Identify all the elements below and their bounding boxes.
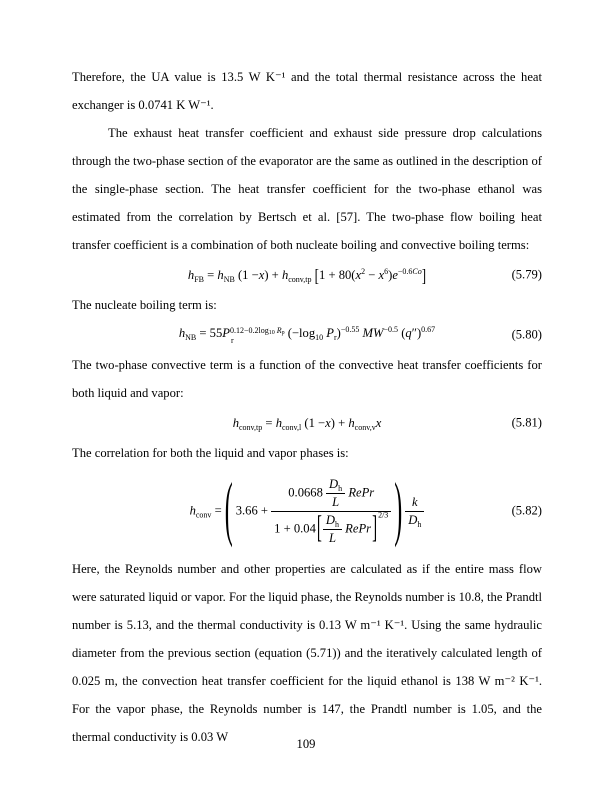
eq580-log-open: (−log (287, 326, 316, 340)
eq580-log-base: 10 (268, 330, 275, 336)
paragraph-exhaust-coefficient: The exhaust heat transfer coefficient and exhaust side pressure drop calculations through the two-phase section of the evaporator are the same as outlined in the description of the single-phase section. The heat transfer coefficient for the two-phase ethanol was estimated from the correlation by Bertsch et al. [57]. The two-phase flow boiling heat transfer coefficient is a combination of both nucleate boiling and convective boiling terms: (72, 126, 542, 252)
eq579-equals: = (207, 267, 215, 282)
eq580-rp-sub: p (281, 330, 285, 336)
eq580-p-exponent (230, 327, 285, 336)
eq579-hnb-sub: NB (223, 274, 235, 284)
eq579-inner-paren-close: ) (388, 267, 393, 282)
eq580-exp-055: −0.55 (340, 325, 360, 334)
eq581-x: x (325, 415, 331, 430)
eq580-log-base-2: 10 (315, 333, 324, 342)
eq580-q: q (405, 326, 412, 340)
equation-5-81-body (233, 415, 382, 431)
eq582-dh2 (323, 512, 342, 529)
eq580-exp-067: 0.67 (421, 325, 436, 334)
eq582-k (405, 494, 424, 511)
eq582-l1-base: L (332, 494, 340, 509)
paragraph-convective-intro: The two-phase convective term is a function of the convective heat transfer coefficients for both liquid and vapor: (72, 358, 542, 400)
paragraph-reynolds-results: Here, the Reynolds number and other properties are calculated as if the entire mass flow were saturated liquid or vapor. For the liquid phase, the Reynolds number is 10.8, the Prandtl number is 5.13, and the thermal conductivity is 0.13 W m⁻¹ K⁻¹. Using the same hydraulic diameter from the previous section (equation (5.71)) and the iteratively calculated length of 0.025 m, the convection heat transfer coefficient for the liquid ethanol is 138 W m⁻² K⁻¹. For the vapor phase, the Reynolds number is 147, the Prandtl number is 1.05, and the thermal conductivity is 0.03 W (72, 562, 542, 744)
eq582-l1 (326, 493, 345, 511)
eq582-dh1 (326, 476, 345, 493)
equation-5-80-body (179, 325, 435, 345)
eq579-exp-2: 2 (361, 266, 366, 276)
page-number: 109 (296, 737, 316, 751)
eq582-dh1-sub: h (338, 483, 343, 493)
eq580-exp-05: −0.5 (383, 325, 399, 334)
eq580-coefficient: 55 (209, 326, 223, 340)
eq581-h: h (232, 415, 239, 430)
eq582-bracket-close: ] (372, 511, 378, 545)
equation-5-81 (72, 407, 542, 439)
eq581-hconvl-sub: conv,l (281, 422, 302, 432)
eq582-dh3 (405, 511, 424, 529)
equation-5-79-body (187, 265, 427, 287)
eq579-paren-open: (1 − (237, 267, 259, 282)
eq582-repr1: RePr (348, 484, 375, 499)
eq582-k-dh-fraction (405, 494, 424, 529)
eq582-num-coef: 0.0668 (288, 484, 323, 499)
eq579-e-exp-coef: −0.6 (397, 266, 413, 276)
eq582-paren-close: ) (394, 472, 403, 550)
eq580-h: h (178, 326, 186, 340)
eq579-e-exp-co: Co (412, 266, 422, 276)
eq582-dh-l-fraction-1 (326, 476, 345, 511)
eq579-hnb: h (217, 267, 224, 282)
paragraph-nucleate-intro: The nucleate boiling term is: (72, 298, 217, 312)
eq581-hconvl: h (275, 415, 282, 430)
eq579-exp-6: 6 (384, 266, 389, 276)
eq580-q-close: ) (416, 326, 422, 340)
eq579-e-exponent (398, 267, 422, 276)
eq582-k-base: k (412, 494, 418, 509)
eq580-exp-pre: 0.12−0.2log (229, 326, 269, 335)
paragraph-correlation-intro: The correlation for both the liquid and vapor phases is: (72, 446, 349, 460)
eq582-l2 (323, 529, 342, 547)
eq580-q-open: ( (401, 326, 406, 340)
equation-5-80-number: (5.80) (511, 327, 542, 342)
eq581-hconvv-sub: conv,v (354, 422, 376, 432)
eq579-bracket-close: ] (421, 265, 427, 287)
eq582-const: 3.66 + (235, 502, 268, 517)
eq582-l2-base: L (328, 530, 336, 545)
eq579-x-squared: x (355, 267, 362, 282)
eq582-bracket-open: [ (316, 511, 322, 545)
eq580-h-sub: NB (185, 333, 197, 342)
equation-5-79-number: (5.79) (511, 267, 542, 282)
eq581-paren-open: (1 − (304, 415, 326, 430)
eq579-paren-close-plus: ) + (264, 267, 279, 282)
eq580-q-prime: ″ (411, 326, 417, 340)
eq582-dh-l-fraction-2 (323, 512, 342, 547)
paragraph-ua-value: Therefore, the UA value is 13.5 W K⁻¹ and the total thermal resistance across the heat exchanger is 0.0741 K W⁻¹. (72, 70, 542, 112)
eq581-paren-close-plus: ) + (330, 415, 346, 430)
eq582-h: h (189, 502, 196, 517)
eq579-x-sixth: x (378, 267, 385, 282)
equation-5-79 (72, 259, 542, 291)
eq579-inner-paren-open: ( (351, 267, 356, 282)
eq579-hconv: h (281, 267, 289, 282)
page-content (72, 63, 542, 751)
eq580-p-sub: r (230, 336, 234, 345)
eq580-log-close: ) (336, 326, 341, 340)
eq580-equals: = (199, 326, 207, 340)
eq582-numerator (271, 476, 391, 511)
eq582-equals: = (214, 502, 222, 517)
eq582-dh3-sub: h (417, 519, 422, 529)
equation-5-82-number: (5.82) (511, 503, 542, 518)
equation-5-82-body (189, 472, 425, 550)
equation-5-81-number: (5.81) (511, 415, 542, 430)
eq579-bracket-open: [ (314, 265, 319, 287)
eq582-den-pre: 1 + 0.04 (274, 520, 316, 535)
eq580-pr-sub: r (334, 333, 337, 342)
eq580-mw: MW (362, 326, 384, 340)
eq582-dh1-base: D (329, 476, 339, 491)
eq582-denominator (271, 511, 391, 547)
eq580-pr: P (326, 326, 334, 340)
eq581-x2: x (375, 415, 382, 430)
eq579-h-sub: FB (194, 274, 204, 284)
eq582-dh3-base: D (408, 512, 418, 527)
eq580-rp: R (276, 326, 282, 335)
eq582-exp-two-thirds: 2/3 (378, 509, 389, 519)
eq582-repr2: RePr (345, 520, 372, 535)
eq581-h-sub: conv,tp (239, 422, 263, 432)
eq579-inner-pre: 1 + 80 (319, 267, 352, 282)
eq579-x: x (258, 267, 265, 282)
eq579-hconv-sub: conv,tp (288, 274, 312, 284)
eq580-p: P (222, 326, 230, 340)
eq582-dh2-sub: h (335, 519, 340, 529)
eq579-minus: − (368, 267, 376, 282)
eq582-paren-open: ( (224, 472, 233, 550)
equation-5-82 (72, 467, 542, 555)
eq582-h-sub: conv (195, 509, 212, 519)
eq580-p-supsub (230, 327, 285, 345)
eq581-equals: = (265, 415, 273, 430)
equation-5-80 (72, 319, 542, 351)
eq582-dh2-base: D (325, 512, 336, 527)
eq581-hconvv: h (348, 415, 355, 430)
eq579-h: h (187, 267, 195, 282)
eq582-main-fraction (271, 476, 391, 547)
eq579-e: e (392, 267, 398, 282)
